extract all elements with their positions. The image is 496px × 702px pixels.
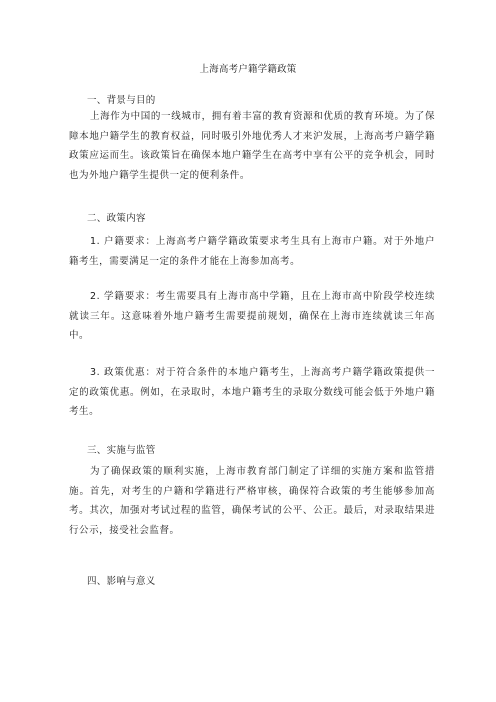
paragraph-household-requirement: 1. 户籍要求：上海高考户籍学籍政策要求考生具有上海市户籍。对于外地户籍考生，需要满足一定的条件才能在上海参加高考。 (69, 236, 435, 267)
section-heading-implementation: 三、实施与监管 (87, 445, 156, 456)
paragraph-school-registration-requirement: 2. 学籍要求：考生需要具有上海市高中学籍，且在上海市高中阶段学校连续就读三年。这意味着外地户籍考生需要提前规划，确保在上海市连续就读三年高中。 (69, 291, 435, 342)
document-title: 上海高考户籍学籍政策 (199, 64, 297, 75)
paragraph-implementation: 为了确保政策的顺利实施，上海市教育部门制定了详细的实施方案和监管措施。首先，对考生的户籍和学籍进行严格审核，确保符合政策的考生能够参加高考。其次，加强对考试过程的监管，确保考试的公平、公正。最后，对录取结果进行公示，接受社会监督。 (69, 466, 435, 536)
paragraph-policy-benefits: 3. 政策优惠：对于符合条件的本地户籍考生，上海高考户籍学籍政策提供一定的政策优惠。例如，在录取时，本地户籍考生的录取分数线可能会低于外地户籍考生。 (69, 367, 435, 418)
section-heading-impact: 四、影响与意义 (87, 576, 156, 587)
section-heading-policy-content: 二、政策内容 (87, 213, 146, 224)
section-heading-background: 一、背景与目的 (87, 95, 156, 106)
paragraph-background: 上海作为中国的一线城市，拥有着丰富的教育资源和优质的教育环境。为了保障本地户籍学生的教育权益，同时吸引外地优秀人才来沪发展，上海高考户籍学籍政策应运而生。该政策旨在确保本地户籍学生在高考中享有公平的竞争机会，同时也为外地户籍学生提供一定的便利条件。 (69, 111, 435, 181)
